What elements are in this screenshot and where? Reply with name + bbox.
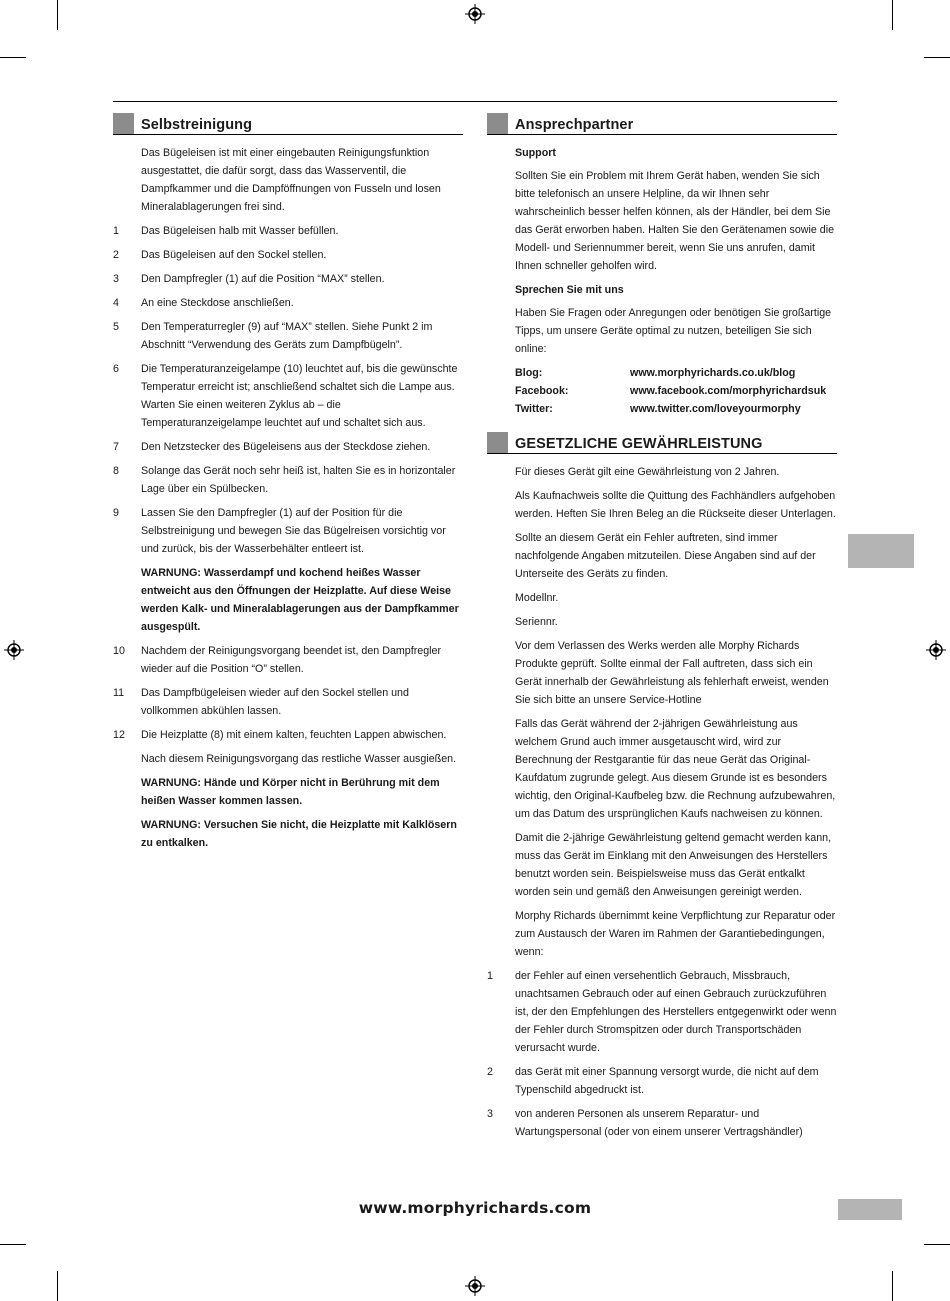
list-item-text: Das Dampfbügeleisen wieder auf den Sockel stellen und vollkommen abkühlen lassen. xyxy=(141,687,409,717)
list-item-text: Die Temperaturanzeigelampe (10) leuchtet auf, bis die gewünschte Temperatur erreicht ist; anschließend schaltet sich die Lampe aus. Warten Sie einen weiteren Zyklus ab – die Temperaturanzeigelampe leuchtet auf und schaltet sich aus. xyxy=(141,363,458,429)
social-links xyxy=(515,364,837,418)
list-item xyxy=(113,642,463,678)
list-item-number: 1 xyxy=(487,970,493,982)
list-item-number: 4 xyxy=(113,297,119,309)
warning-text: WARNUNG: Versuchen Sie nicht, die Heizplatte mit Kalklösern zu entkalken. xyxy=(141,819,457,849)
list-item-text: von anderen Personen als unserem Reparatur- und Wartungspersonal (oder von einem unserer Vertragshändler) xyxy=(515,1108,803,1138)
warranty-paragraph: Morphy Richards übernimmt keine Verpflichtung zur Reparatur oder zum Austausch der Waren im Rahmen der Garantiebedingungen, wenn: xyxy=(515,910,836,958)
intro-paragraph: Das Bügeleisen ist mit einer eingebauten Reinigungsfunktion ausgestattet, die dafür sorgt, dass das Wasserventil, die Dampfkammer und die Dampföffnungen von Fusseln und losen Mineralablagerungen frei sind. xyxy=(141,147,441,213)
section-title: Selbstreinigung xyxy=(141,117,253,133)
crop-mark xyxy=(892,1271,893,1301)
section-heading-warranty xyxy=(487,432,837,454)
crop-mark xyxy=(924,1244,950,1245)
heading-square-marker xyxy=(487,432,508,453)
warranty-paragraph: Sollte an diesem Gerät ein Fehler auftreten, sind immer nachfolgende Angaben mitzuteilen. Diese Angaben sind auf der Unterseite des Geräts zu finden. xyxy=(515,532,816,580)
list-item-number: 11 xyxy=(113,687,125,699)
social-link-row xyxy=(515,400,837,418)
subheading-speak: Sprechen Sie mit uns xyxy=(515,284,624,296)
heading-square-marker xyxy=(113,113,134,134)
right-column xyxy=(487,113,837,1147)
list-item-text: der Fehler auf einen versehentlich Gebrauch, Missbrauch, unachtsamen Gebrauch oder auf einen Gebrauch zurückzuführen ist, der den Empfehlungen des Herstellers entgegenwirkt oder wenn der Fehler durch Stromspitzen oder durch Transportschäden verursacht wurde. xyxy=(515,970,837,1054)
warranty-paragraph: Für dieses Gerät gilt eine Gewährleistung von 2 Jahren. xyxy=(515,466,780,478)
list-item-number: 9 xyxy=(113,507,119,519)
warranty-paragraph: Vor dem Verlassen des Werks werden alle Morphy Richards Produkte geprüft. Sollte einmal der Fall auftreten, dass sich ein Gerät innerhalb der Gewährleistung als fehlerhaft erweist, wenden Sie sich bitte an unsere Service-Hotline xyxy=(515,640,829,706)
social-link-label: Facebook: xyxy=(515,385,569,397)
list-item-number: 10 xyxy=(113,645,125,657)
list-item-number: 3 xyxy=(487,1108,493,1120)
registration-mark-left xyxy=(4,640,24,660)
footer-url: www.morphyrichards.com xyxy=(358,1199,592,1217)
list-item xyxy=(113,270,463,288)
warranty-paragraph: Als Kaufnachweis sollte die Quittung des Fachhändlers aufgehoben werden. Heften Sie Ihren Beleg an die Rückseite dieser Unterlagen. xyxy=(515,490,836,520)
list-item-text: Nachdem der Reinigungsvorgang beendet ist, den Dampfregler wieder auf die Position “O” stellen. xyxy=(141,645,442,675)
model-number-label: Modellnr. xyxy=(515,592,559,604)
section-heading-ansprechpartner xyxy=(487,113,837,135)
list-item-number: 6 xyxy=(113,363,119,375)
social-link-url[interactable]: www.facebook.com/morphyrichardsuk xyxy=(630,385,827,397)
warranty-paragraph: Damit die 2-jährige Gewährleistung geltend gemacht werden kann, muss das Gerät im Einklang mit den Anweisungen des Herstellers benutzt worden sein. Beispielsweise muss das Gerät entkalkt worden sein und gemäß den Anweisungen gereinigt werden. xyxy=(515,832,832,898)
social-link-url[interactable]: www.morphyrichards.co.uk/blog xyxy=(630,367,796,379)
warning-text: WARNUNG: Hände und Körper nicht in Berührung mit dem heißen Wasser kommen lassen. xyxy=(141,777,440,807)
list-item xyxy=(113,246,463,264)
list-item-number: 12 xyxy=(113,729,125,741)
list-item xyxy=(487,1063,837,1099)
list-item xyxy=(113,726,463,744)
warning-text: WARNUNG: Wasserdampf und kochend heißes Wasser entweicht aus den Öffnungen der Heizplatte. Auf diese Weise werden Kalk- und Mineralablagerungen aus der Dampfkammer ausgespült. xyxy=(141,567,459,633)
list-item xyxy=(113,222,463,240)
left-column xyxy=(113,113,463,858)
warranty-conditions-list xyxy=(487,967,837,1141)
registration-mark-bottom xyxy=(465,1276,485,1296)
list-item xyxy=(113,294,463,312)
crop-mark xyxy=(924,57,950,58)
list-item-text: Solange das Gerät noch sehr heiß ist, halten Sie es in horizontaler Lage über ein Spülbecken. xyxy=(141,465,456,495)
subheading-support: Support xyxy=(515,147,556,159)
list-item-number: 1 xyxy=(113,225,119,237)
list-item-text: Das Bügeleisen auf den Sockel stellen. xyxy=(141,249,327,261)
list-item-number: 5 xyxy=(113,321,119,333)
list-item-number: 8 xyxy=(113,465,119,477)
list-item-text: Lassen Sie den Dampfregler (1) auf der Position für die Selbstreinigung und bewegen Sie das Bügelreisen vorsichtig vor und zurück, bis der Wasserbehälter entleert ist. xyxy=(141,507,446,555)
crop-mark xyxy=(0,1244,26,1245)
list-item-text: Den Netzstecker des Bügeleisens aus der Steckdose ziehen. xyxy=(141,441,431,453)
list-item-number: 2 xyxy=(487,1066,493,1078)
list-item-text: Den Temperaturregler (9) auf “MAX” stellen. Siehe Punkt 2 im Abschnitt “Verwendung des Geräts zum Dampfbügeln”. xyxy=(141,321,433,351)
crop-mark xyxy=(57,1271,58,1301)
warranty-paragraph: Falls das Gerät während der 2-jährigen Gewährleistung aus welchem Grund auch immer ausgetauscht wird, wird zur Berechnung der Restgarantie für das neue Gerät das Original-Kaufdatum zugrunde gelegt. Aus diesem Grunde ist es besonders wichtig, den Original-Kaufbeleg bzw. die Rechnung aufzubewahren, um das Datum des ursprünglichen Kaufs nachweisen zu können. xyxy=(515,718,836,820)
social-link-label: Twitter: xyxy=(515,403,553,415)
list-item xyxy=(113,438,463,456)
social-link-label: Blog: xyxy=(515,367,543,379)
section-heading-selbstreinigung xyxy=(113,113,463,135)
list-item-text: Das Bügeleisen halb mit Wasser befüllen. xyxy=(141,225,339,237)
registration-mark-right xyxy=(926,640,946,660)
list-item-text: Die Heizplatte (8) mit einem kalten, feuchten Lappen abwischen. xyxy=(141,729,447,741)
language-tab-marker xyxy=(848,534,914,568)
list-item-text: An eine Steckdose anschließen. xyxy=(141,297,294,309)
support-paragraph: Sollten Sie ein Problem mit Ihrem Gerät haben, wenden Sie sich bitte telefonisch an unsere Helpline, da wir Ihnen sehr wahrscheinlich besser helfen können, als der Händler, bei dem Sie das Gerät erworben haben. Halten Sie den Gerätenamen sowie die Modell- und Seriennummer bereit, wenn Sie uns anrufen, damit Ihnen schneller geholfen wird. xyxy=(515,170,835,272)
list-item-text: das Gerät mit einer Spannung versorgt wurde, die nicht auf dem Typenschild abgedruckt ist. xyxy=(515,1066,819,1096)
list-item-number: 2 xyxy=(113,249,119,261)
list-item xyxy=(487,967,837,1057)
serial-number-label: Seriennr. xyxy=(515,616,558,628)
crop-mark xyxy=(57,0,58,30)
list-item xyxy=(113,504,463,558)
registration-mark-top xyxy=(465,4,485,24)
list-item-number: 7 xyxy=(113,441,119,453)
speak-paragraph: Haben Sie Fragen oder Anregungen oder benötigen Sie großartige Tipps, um unsere Geräte optimal zu nutzen, beteiligen Sie sich online: xyxy=(515,307,832,355)
steps-list xyxy=(113,222,463,558)
section-title: Ansprechpartner xyxy=(515,117,634,133)
list-item xyxy=(113,360,463,432)
social-link-row xyxy=(515,382,837,400)
list-item xyxy=(113,684,463,720)
steps-list xyxy=(113,642,463,744)
crop-mark xyxy=(892,0,893,30)
top-rule xyxy=(113,101,837,102)
list-item xyxy=(113,462,463,498)
list-item-text: Den Dampfregler (1) auf die Position “MAX” stellen. xyxy=(141,273,385,285)
section-title: GESETZLICHE GEWÄHRLEISTUNG xyxy=(515,436,763,452)
social-link-row xyxy=(515,364,837,382)
after-cleaning-text: Nach diesem Reinigungsvorgang das restliche Wasser ausgießen. xyxy=(141,753,457,765)
list-item xyxy=(113,318,463,354)
social-link-url[interactable]: www.twitter.com/loveyourmorphy xyxy=(630,403,801,415)
crop-mark xyxy=(0,57,26,58)
list-item xyxy=(487,1105,837,1141)
heading-square-marker xyxy=(487,113,508,134)
list-item-number: 3 xyxy=(113,273,119,285)
